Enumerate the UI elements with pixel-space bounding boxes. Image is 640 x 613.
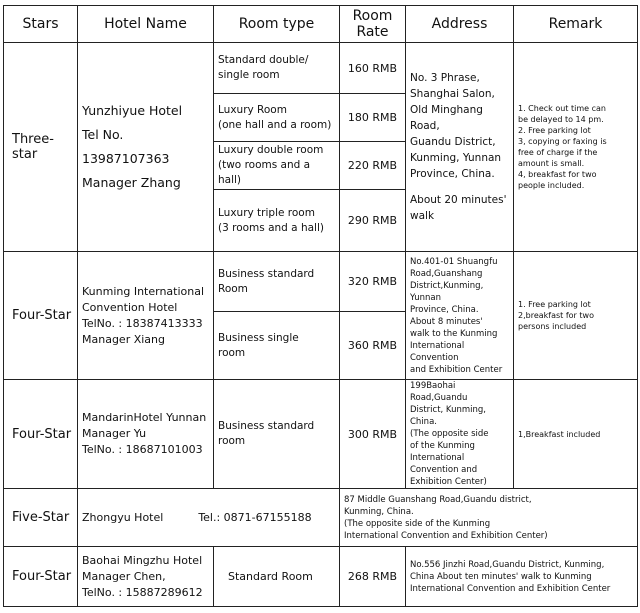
room-rate-cell: 220 RMB: [340, 142, 406, 190]
remark-cell: 1. Check out time can be delayed to 14 pm. 2. Free parking lot 3, copying or faxing is free of charge if the amount is small. 4, breakfast for two people included.: [514, 43, 638, 252]
room-type-cell: Business standard Room: [214, 252, 340, 312]
hotel-tel: Tel.: 0871-67155188: [198, 510, 312, 524]
hotel-manager: Manager Chen,: [82, 569, 166, 583]
hotel-table: [3, 5, 638, 607]
hotel-name-cell: [78, 547, 214, 607]
address-cell: No. 3 Phrase, Shanghai Salon, Old Minghang Road, Guandu District, Kunming, Yunnan Province, China. About 20 minutes' walk: [406, 43, 514, 252]
remark-cell: 1. Free parking lot 2,breakfast for two persons included: [514, 252, 638, 380]
stars-cell: Three- star: [4, 43, 78, 252]
hotel-manager: Manager Xiang: [82, 332, 165, 346]
room-rate-cell: 320 RMB: [340, 252, 406, 312]
address-cell: 199Baohai Road,Guandu District, Kunming, China. (The opposite side of the Kunming International Convention and Exhibition Center): [406, 380, 514, 489]
header-hotel-name: Hotel Name: [78, 6, 214, 43]
header-room-type: Room type: [214, 6, 340, 43]
hotel-tel: TelNo. : 18387413333: [82, 316, 203, 330]
hotel-tel: TelNo. : 18687101003: [82, 443, 203, 456]
address-cell: No.401-01 Shuangfu Road,Guanshang District,Kunming, Yunnan Province, China. About 8 minutes' walk to the Kunming International Convention and Exhibition Center: [406, 252, 514, 380]
room-type-cell: Luxury Room (one hall and a room): [214, 94, 340, 142]
table-row: [4, 43, 638, 94]
room-rate-cell: 300 RMB: [340, 380, 406, 489]
stars-cell: Five-Star: [4, 489, 78, 547]
header-row: [4, 6, 638, 43]
hotel-name: Kunming International: [82, 284, 205, 298]
room-type-cell: Standard Room: [214, 547, 340, 607]
hotel-manager: Manager Yu: [82, 427, 147, 440]
table-row: [4, 380, 638, 489]
room-type-cell: Business standard room: [214, 380, 340, 489]
address-cell: No.556 Jinzhi Road,Guandu District, Kunming, China About ten minutes' walk to Kunming International Convention and Exhibition Center: [406, 547, 638, 607]
header-stars: Stars: [4, 6, 78, 43]
header-remark: Remark: [514, 6, 638, 43]
hotel-name: Baohai Mingzhu Hotel: [82, 553, 203, 567]
table-row: [4, 547, 638, 607]
table-row: [4, 489, 638, 547]
table-row: [4, 252, 638, 312]
hotel-name: Zhongyu Hotel: [82, 510, 164, 524]
room-type-cell: Standard double/ single room: [214, 43, 340, 94]
hotel-name: MandarinHotel Yunnan: [82, 411, 207, 424]
room-type-cell: Business single room: [214, 312, 340, 380]
hotel-tel: TelNo. : 15887289612: [82, 585, 203, 599]
stars-cell: Four-Star: [4, 252, 78, 380]
room-rate-cell: 290 RMB: [340, 190, 406, 252]
address-cell: 87 Middle Guanshang Road,Guandu district, Kunming, China. (The opposite side of the Kunming International Convention and Exhibition Center): [340, 489, 638, 547]
header-room-rate: Room Rate: [340, 6, 406, 43]
room-rate-cell: 180 RMB: [340, 94, 406, 142]
hotel-name-cell: [78, 252, 214, 380]
stars-cell: Four-Star: [4, 547, 78, 607]
room-type-cell: Luxury triple room (3 rooms and a hall): [214, 190, 340, 252]
room-rate-cell: 160 RMB: [340, 43, 406, 94]
hotel-manager: Manager Zhang: [82, 175, 181, 190]
room-rate-cell: 360 RMB: [340, 312, 406, 380]
hotel-name-cell: [78, 43, 214, 252]
hotel-name-cell: [78, 489, 340, 547]
hotel-name: Yunzhiyue Hotel: [82, 103, 183, 118]
remark-cell: 1,Breakfast included: [514, 380, 638, 489]
hotel-name-cont: Convention Hotel: [82, 300, 178, 314]
hotel-tel: Tel No. 13987107363: [82, 127, 170, 166]
stars-cell: Four-Star: [4, 380, 78, 489]
room-type-cell: Luxury double room (two rooms and a hall): [214, 142, 340, 190]
header-address: Address: [406, 6, 514, 43]
hotel-name-cell: [78, 380, 214, 489]
room-rate-cell: 268 RMB: [340, 547, 406, 607]
